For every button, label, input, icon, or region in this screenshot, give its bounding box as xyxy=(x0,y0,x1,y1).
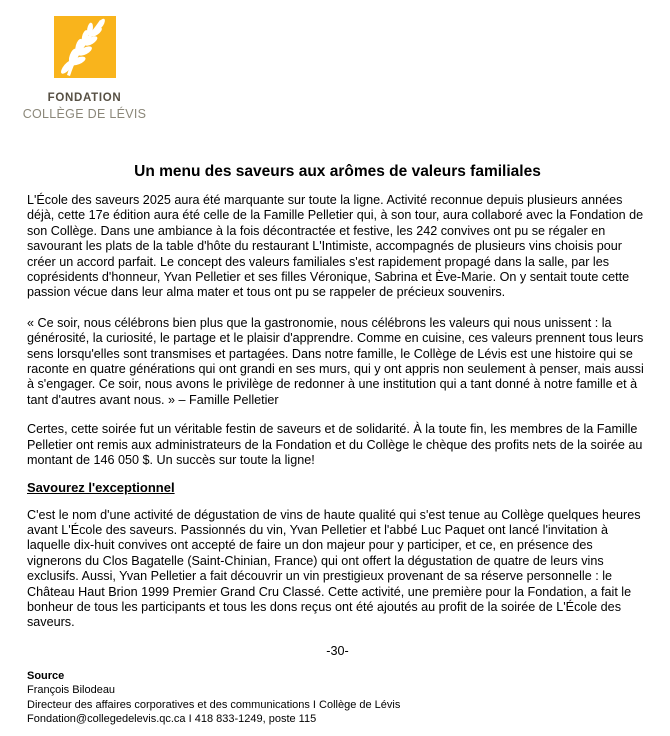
foundation-logo xyxy=(21,16,148,121)
cheque-paragraph: Certes, cette soirée fut un véritable festin de saveurs et de solidarité. À la toute fin, les membres de la Famille Pelletier ont remis aux administrateurs de la Fondation et du Collège le chèque des profits nets de la soirée au montant de 146 050 $. Un succès sur toute la ligne! xyxy=(27,422,643,468)
logo-square xyxy=(54,16,116,78)
source-contact-title: Directeur des affaires corporatives et des communications I Collège de Lévis xyxy=(27,698,401,711)
page-title: Un menu des saveurs aux arômes de valeurs familiales xyxy=(134,163,541,180)
source-contact-info: Fondation@collegedelevis.qc.ca I 418 833-1249, poste 115 xyxy=(27,713,317,726)
source-label: Source xyxy=(27,669,65,682)
section-heading: Savourez l'exceptionnel xyxy=(27,479,175,495)
intro-paragraph: L'École des saveurs 2025 aura été marquante sur toute la ligne. Activité reconnue depuis plusieurs années déjà, cette 17e édition aura été celle de la Famille Pelletier qui, à son tour, aura collaboré avec la Fondation de son Collège. Dans une ambiance à la fois décontractée et festive, les 242 convives ont pu se régaler en savourant les plats de la table d'hôte du restaurant L'Intimiste, accompagnés de plusieurs vins choisis pour créer un accord parfait. Le concept des valeurs familiales s'est rapidement propagé dans la salle, par les coprésidents d'honneur, Yvan Pelletier et ses filles Véronique, Sabrina et Ève-Marie. On y sentait toute cette passion vécue dans leur alma mater et tous ont pu se rappeler de précieux souvenirs. xyxy=(27,193,644,300)
end-mark: -30- xyxy=(326,643,349,658)
source-contact-name: François Bilodeau xyxy=(27,684,116,697)
source-block xyxy=(27,669,648,727)
wheat-icon xyxy=(54,16,116,78)
press-release-content xyxy=(27,163,648,727)
org-subname: COLLÈGE DE LÉVIS xyxy=(22,107,147,121)
quote-paragraph: « Ce soir, nous célébrons bien plus que la gastronomie, nous célébrons les valeurs qui nous unissent : la générosité, la curiosité, le partage et le plaisir d'apprendre. Comme en cuisine, ces valeurs prennent tous leurs sens lorsqu'elles sont transmises et partagées. Dans notre famille, le Collège de Lévis est une histoire qui se raconte en quatre générations qui ont grandi en ses murs, qui y ont appris non seulement à penser, mais aussi à s'engager. Ce soir, nous avons le privilège de redonner à une institution qui a tant donné à notre famille et à tant d'autres avant nous. » – Famille Pelletier xyxy=(27,315,644,407)
section-paragraph: C'est le nom d'une activité de dégustation de vins de haute qualité qui s'est tenue au Collège quelques heures avant L'École des saveurs. Passionnés du vin, Yvan Pelletier et l'abbé Luc Paquet ont lancé l'invitation à laquelle dix-huit convives ont accepté de faire un don majeur pour y participer, et ce, en présence des vignerons du Clos Bagatelle (Saint-Chinian, France) qui ont offert la dégustation de quatre de leurs vins exclusifs. Aussi, Yvan Pelletier a fait découvrir un vin prestigieux provenant de sa réserve personnelle : le Château Haut Brion 1999 Premier Grand Cru Classé. Cette activité, une première pour la Fondation, a fait le bonheur de tous les participants et tous les dons reçus ont été ajoutés au profit de la soirée de L'École des saveurs. xyxy=(27,507,641,630)
org-name: FONDATION xyxy=(47,92,122,104)
